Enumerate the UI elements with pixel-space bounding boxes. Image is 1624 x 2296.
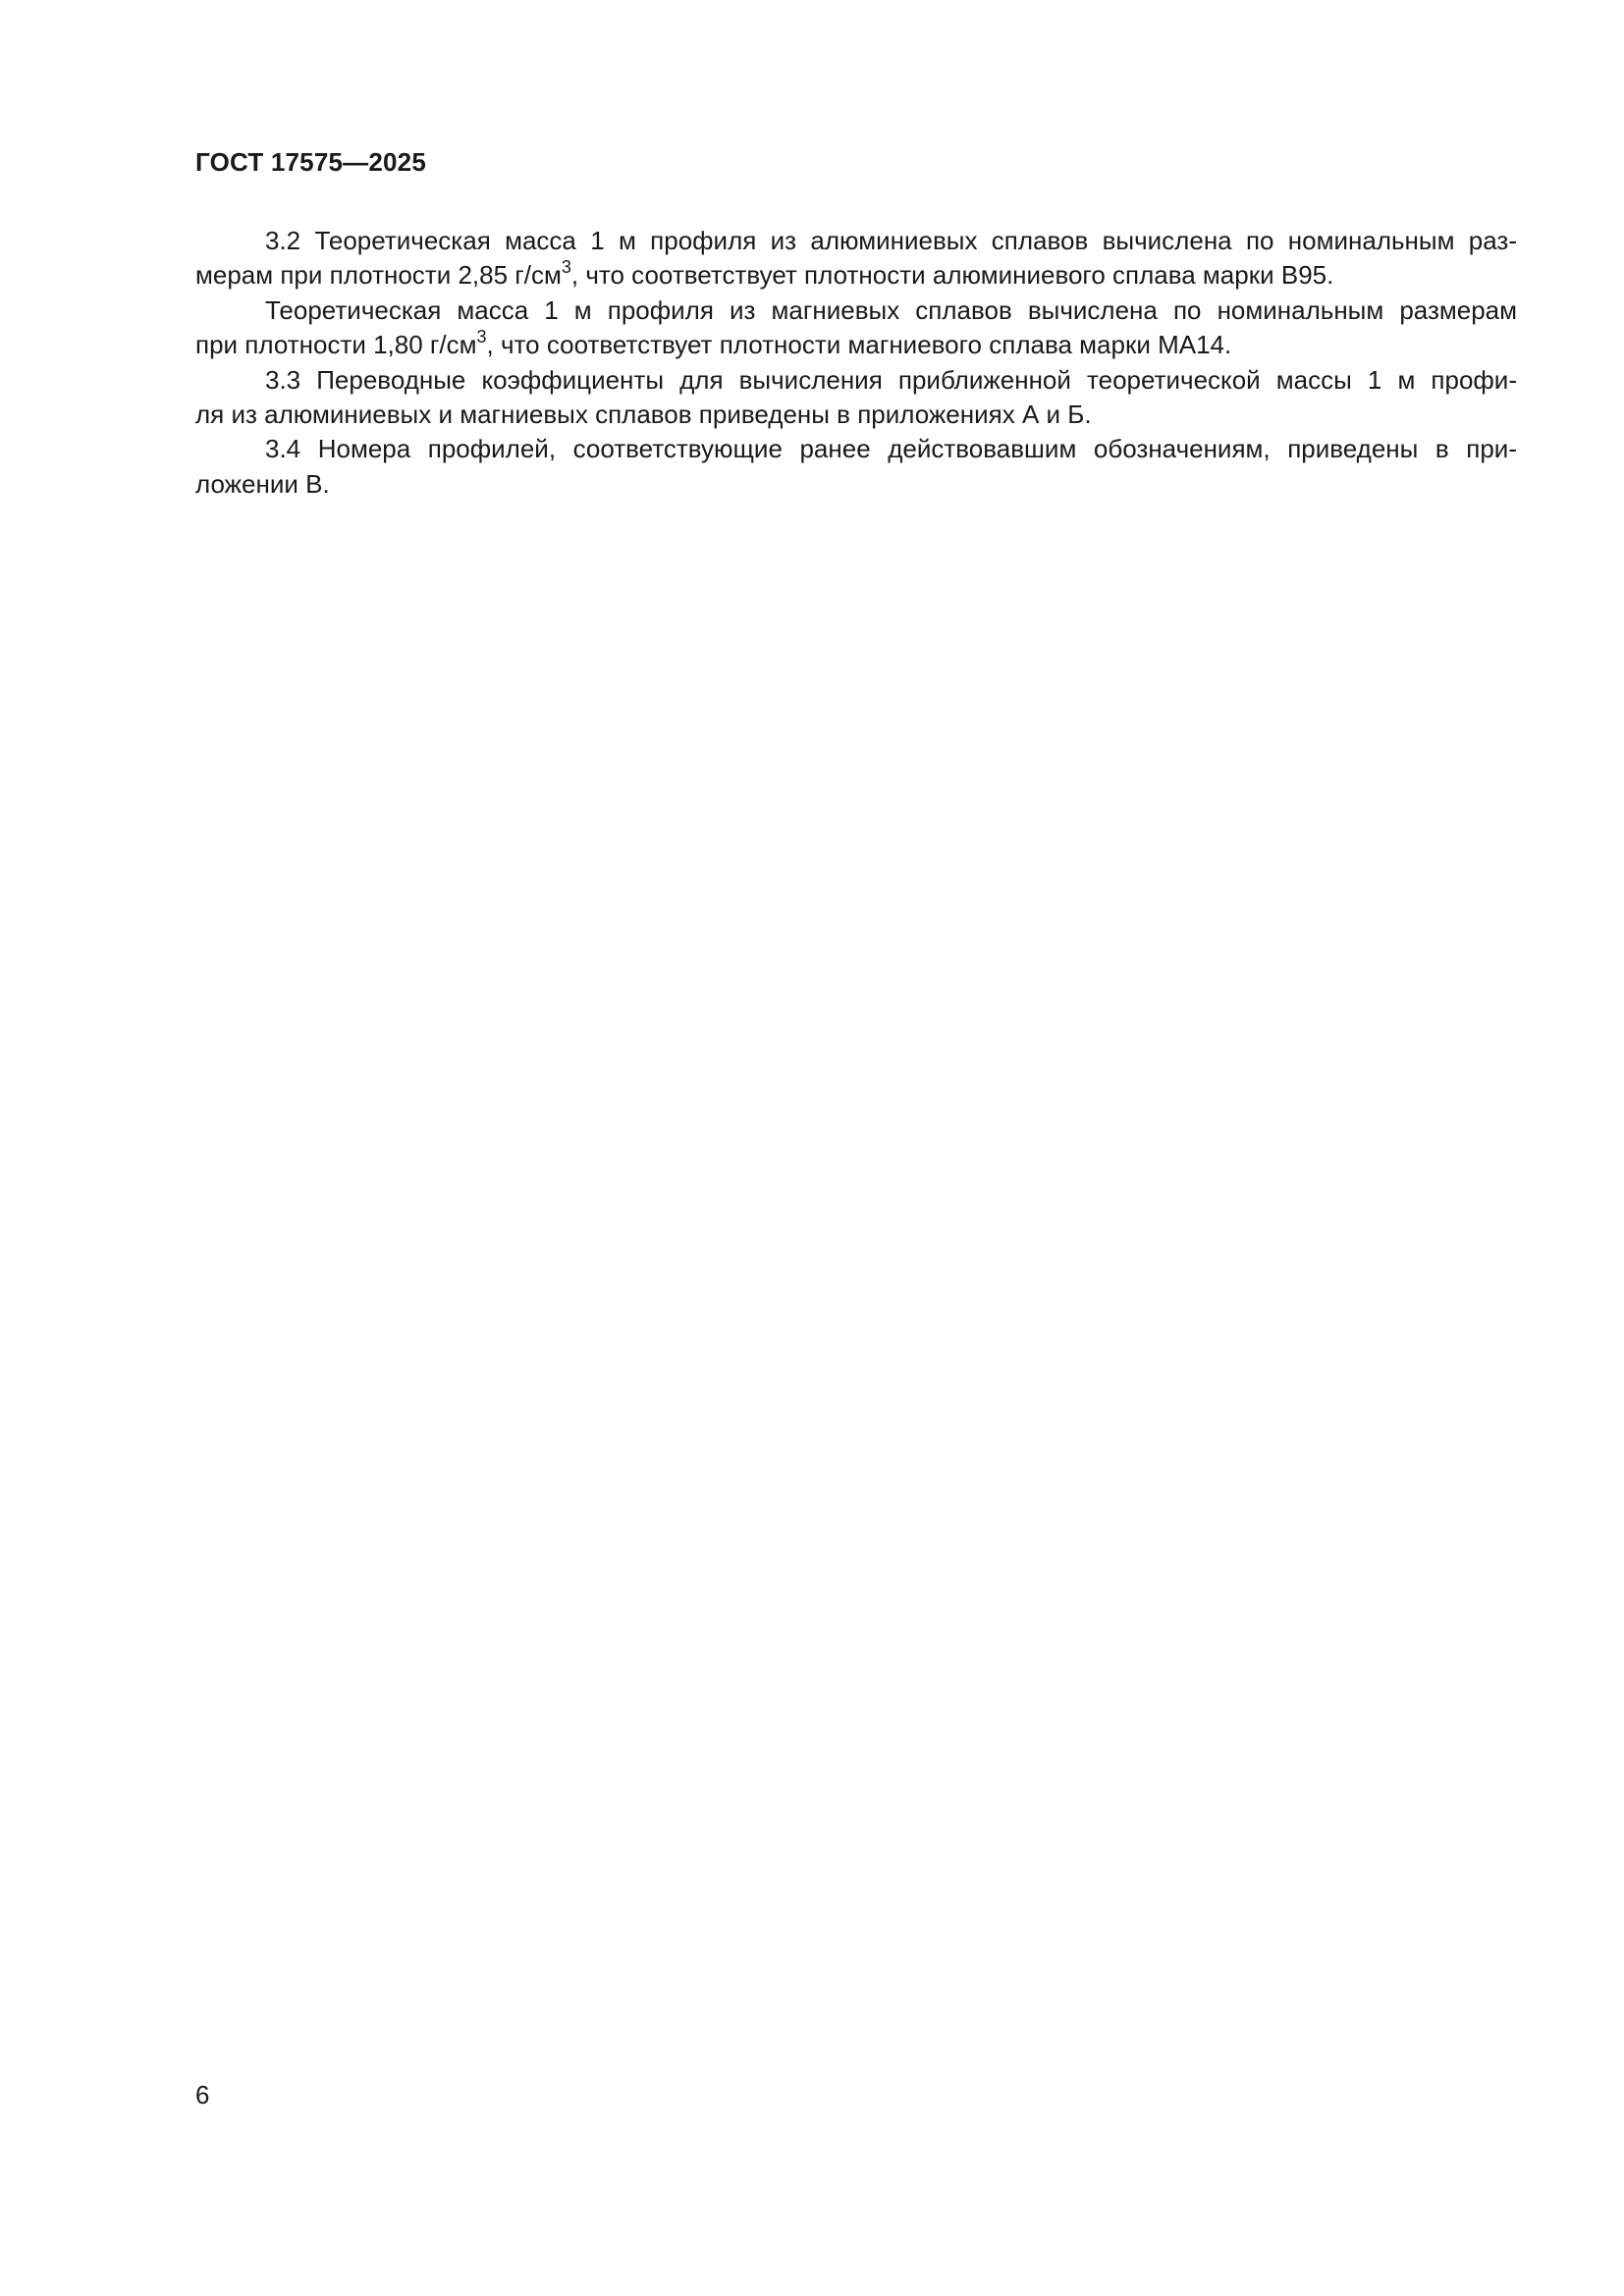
paragraph-text: , что соответствует плотности магниевого сплава марки МА14. [486, 330, 1232, 360]
paragraph-text: мерам при плотности 2,85 г/см [195, 260, 562, 291]
document-body [195, 224, 1517, 502]
page-number: 6 [195, 2080, 210, 2109]
superscript: 3 [561, 256, 571, 277]
paragraph-line: ля из алюминиевых и магниевых сплавов приведены в приложениях А и Б. [195, 400, 1092, 430]
paragraph-line: ложении В. [195, 468, 330, 499]
paragraph-line: Теоретическая масса 1 м профиля из магниевых сплавов вычислена по номинальным размерам [265, 294, 1517, 325]
paragraph-text: , что соответствует плотности алюминиевого сплава марки В95. [570, 260, 1334, 291]
paragraph-line: 3.3 Переводные коэффициенты для вычисления приближенной теоретической массы 1 м профи- [265, 364, 1517, 395]
paragraph-line: 3.2 Теоретическая масса 1 м профиля из алюминиевых сплавов вычислена по номинальным раз- [265, 226, 1517, 255]
paragraph-line [195, 328, 1517, 362]
paragraph-line [195, 258, 1517, 293]
paragraph-3-4 [195, 432, 1517, 502]
paragraph-3-3 [195, 363, 1517, 433]
paragraph-3-2 [195, 224, 1517, 294]
paragraph-line: 3.4 Номера профилей, соответствующие ранее действовавшим обозначениям, приведены в при- [265, 434, 1517, 464]
paragraph-magnesium [195, 294, 1517, 363]
paragraph-text: при плотности 1,80 г/см [195, 330, 477, 360]
document-header: ГОСТ 17575—2025 [195, 147, 426, 177]
superscript: 3 [476, 326, 487, 347]
